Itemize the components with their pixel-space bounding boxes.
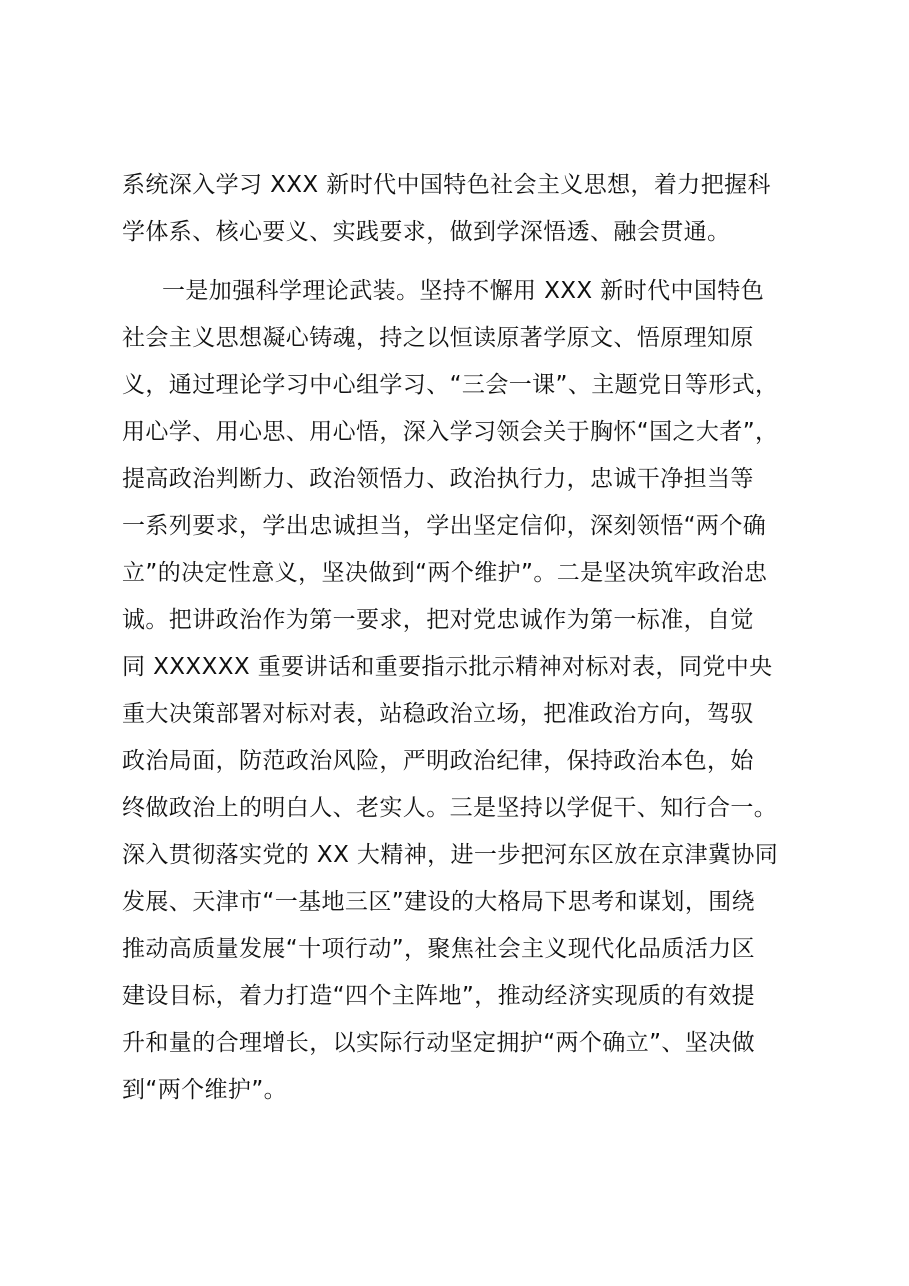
text-line: 升和量的合理增长，以实际行动坚定拥护“两个确立”、坚决做: [122, 1030, 756, 1056]
text-line: 立”的决定性意义，坚决做到“两个维护”。二是坚决筑牢政治忠: [122, 560, 768, 586]
text-line: 重大决策部署对标对表，站稳政治立场，把准政治方向，驾驭: [122, 701, 754, 727]
text-line: 社会主义思想凝心铸魂，持之以恒读原著学原文、悟原理知原: [122, 325, 754, 351]
text-line: 用心学、用心思、用心悟，深入学习领会关于胸怀“国之大者”，: [122, 419, 779, 445]
text-line: 学体系、核心要义、实践要求，做到学深悟透、融会贯通。: [122, 219, 731, 245]
text-line: 发展、天津市“一基地三区”建设的大格局下思考和谋划，围绕: [122, 889, 756, 915]
paragraph-2: [122, 268, 812, 1114]
text-line: 义，通过理论学习中心组学习、“三会一课”、主题党日等形式，: [122, 372, 779, 398]
paragraph-1: [122, 162, 812, 256]
text-line: 诚。把讲政治作为第一要求，把对党忠诚作为第一标准，自觉: [122, 607, 754, 633]
text-line: 一是加强科学理论武装。坚持不懈用 XXX 新时代中国特色: [162, 278, 765, 304]
text-line: 终做政治上的明白人、老实人。三是坚持以学促干、知行合一。: [122, 795, 778, 821]
text-line: 到“两个维护”。: [122, 1077, 288, 1103]
paragraph-spacer: [122, 256, 812, 268]
text-line: 同 XXXXXX 重要讲话和重要指示批示精神对标对表，同党中央: [122, 654, 773, 680]
text-line: 深入贯彻落实党的 XX 大精神，进一步把河东区放在京津冀协同: [122, 842, 779, 868]
text-line: 一系列要求，学出忠诚担当，学出坚定信仰，深刻领悟“两个确: [122, 513, 767, 539]
text-line: 政治局面，防范政治风险，严明政治纪律，保持政治本色，始: [122, 748, 754, 774]
document-body: [122, 162, 812, 1114]
text-line: 建设目标，着力打造“四个主阵地”，推动经济实现质的有效提: [122, 983, 756, 1009]
text-line: 提高政治判断力、政治领悟力、政治执行力，忠诚干净担当等: [122, 466, 754, 492]
text-line: 系统深入学习 XXX 新时代中国特色社会主义思想，着力把握科: [122, 172, 771, 198]
text-line: 推动高质量发展“十项行动”，聚焦社会主义现代化品质活力区: [122, 936, 756, 962]
